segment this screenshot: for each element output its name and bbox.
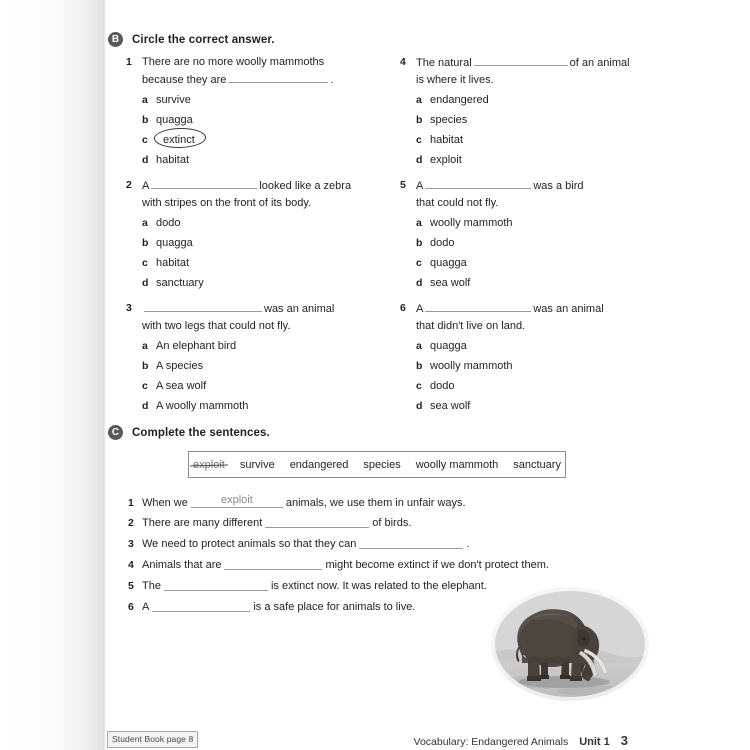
question-4-option-b[interactable] — [416, 112, 660, 132]
sentence-2-after: of birds. — [372, 517, 412, 529]
option-letter: a — [142, 94, 148, 106]
question-2-option-b[interactable] — [142, 235, 376, 255]
option-text: habitat — [156, 154, 190, 166]
question-2 — [126, 177, 376, 295]
option-letter: c — [416, 380, 422, 392]
sentence-4-before: Animals that are — [142, 559, 222, 571]
word-bank-item-exploit[interactable]: exploit — [193, 458, 225, 471]
footer-page-number: 3 — [620, 733, 628, 748]
option-text: species — [430, 114, 468, 126]
option-text: dodo — [430, 380, 455, 392]
question-3 — [126, 300, 376, 418]
sentence-3-after: . — [466, 538, 470, 550]
option-text: sea wolf — [430, 277, 471, 289]
sentence-1-after: animals, we use them in unfair ways. — [285, 497, 466, 509]
option-text: quagga — [430, 340, 467, 352]
question-6-option-b[interactable] — [416, 358, 660, 378]
sentence-5 — [128, 578, 487, 594]
question-3-stem-after: was an animal — [264, 303, 335, 315]
option-letter: d — [416, 154, 423, 166]
question-3-blank[interactable] — [144, 300, 262, 312]
section-b-header — [108, 32, 275, 47]
section-c-header — [108, 425, 270, 440]
question-4-stem-line2: is where it lives. — [416, 73, 494, 86]
word-bank-item-endangered[interactable]: endangered — [289, 458, 349, 471]
question-6-option-c[interactable] — [416, 378, 660, 398]
option-letter: b — [142, 360, 149, 372]
option-letter: a — [416, 340, 422, 352]
student-book-reference-tab: Student Book page 8 — [107, 731, 198, 748]
option-text: dodo — [156, 217, 181, 229]
question-5-blank[interactable] — [425, 177, 531, 189]
question-5-option-a[interactable] — [416, 215, 660, 235]
sentence-3 — [128, 536, 469, 552]
question-6-stem-before: A — [416, 303, 424, 315]
sentence-4-number: 4 — [128, 559, 134, 571]
option-letter: d — [142, 400, 149, 412]
option-text-circled — [156, 132, 202, 149]
sentence-1-before: When we — [142, 497, 188, 509]
option-letter: b — [142, 237, 149, 249]
option-text: A sea wolf — [156, 380, 207, 392]
question-1-stem-line1: There are no more woolly mammoths — [142, 56, 325, 68]
question-2-options — [142, 215, 376, 295]
sentence-5-before: The — [142, 580, 161, 592]
question-2-option-c[interactable] — [142, 255, 376, 275]
question-6-options — [416, 338, 660, 418]
option-letter: a — [142, 217, 148, 229]
question-2-stem-after: looked like a zebra — [259, 180, 352, 192]
question-5-options — [416, 215, 660, 295]
question-3-options — [142, 338, 376, 418]
option-letter: c — [416, 257, 422, 269]
word-bank-item-species[interactable]: species — [363, 458, 401, 471]
word-bank — [188, 451, 566, 478]
option-text: A woolly mammoth — [156, 400, 249, 412]
sentence-3-blank[interactable] — [359, 536, 463, 549]
question-5-stem-line2: that could not fly. — [416, 196, 499, 209]
question-6 — [400, 300, 660, 418]
option-letter: d — [416, 400, 423, 412]
option-letter: b — [416, 114, 423, 126]
sentence-6-after: is a safe place for animals to live. — [253, 601, 416, 613]
sentence-6 — [128, 599, 415, 615]
option-letter: b — [142, 114, 149, 126]
question-2-blank[interactable] — [151, 177, 257, 189]
question-1-number: 1 — [126, 56, 132, 68]
question-5-number: 5 — [400, 179, 406, 191]
option-text: endangered — [430, 94, 489, 106]
question-6-blank[interactable] — [425, 300, 531, 312]
sentence-4-after: might become extinct if we don't protect them. — [325, 559, 549, 571]
option-text: sea wolf — [430, 400, 471, 412]
option-letter: d — [142, 277, 149, 289]
option-letter: b — [416, 237, 423, 249]
question-1-option-a[interactable] — [142, 92, 376, 112]
sentence-6-number: 6 — [128, 601, 134, 613]
option-letter: b — [416, 360, 423, 372]
word-bank-item-woolly-mammoth[interactable]: woolly mammoth — [415, 458, 499, 471]
option-text: habitat — [430, 134, 464, 146]
question-5-stem-before: A — [416, 180, 424, 192]
sentence-5-number: 5 — [128, 580, 134, 592]
question-1-option-d[interactable] — [142, 152, 376, 172]
question-4-stem-after: of an animal — [569, 57, 630, 69]
question-4-option-c[interactable] — [416, 132, 660, 152]
sentence-1-number: 1 — [128, 497, 134, 509]
question-6-option-d[interactable] — [416, 398, 660, 418]
sentence-5-after: is extinct now. It was related to the elephant. — [270, 580, 487, 592]
question-2-number: 2 — [126, 179, 132, 191]
question-1-option-b[interactable] — [142, 112, 376, 132]
question-2-option-a[interactable] — [142, 215, 376, 235]
sentence-4 — [128, 557, 549, 573]
section-c-badge: C — [108, 425, 123, 440]
sentence-2-before: There are many different — [142, 517, 263, 529]
option-letter: c — [142, 380, 148, 392]
option-letter: a — [142, 340, 148, 352]
footer-topic: Vocabulary: Endangered Animals — [413, 736, 569, 748]
option-text: An elephant bird — [156, 340, 237, 352]
question-5-option-d[interactable] — [416, 275, 660, 295]
word-bank-item-sanctuary[interactable]: sanctuary — [513, 458, 561, 471]
option-text: sanctuary — [156, 277, 204, 289]
question-6-stem-after: was an animal — [533, 303, 604, 315]
option-text: exploit — [430, 154, 462, 166]
section-c-title: Complete the sentences. — [132, 426, 270, 439]
option-letter: a — [416, 217, 422, 229]
question-4-option-a[interactable] — [416, 92, 660, 112]
question-4 — [400, 54, 660, 172]
option-text: dodo — [430, 237, 455, 249]
question-5 — [400, 177, 660, 295]
sentence-4-blank[interactable] — [224, 557, 322, 570]
option-text: habitat — [156, 257, 190, 269]
question-5-stem-after: was a bird — [533, 180, 584, 192]
question-4-stem-before: The natural — [416, 57, 472, 69]
sentence-2 — [128, 515, 411, 531]
woolly-mammoth-photo — [486, 583, 654, 705]
word-bank-item-survive[interactable]: survive — [239, 458, 275, 471]
option-letter: d — [142, 154, 149, 166]
sentence-1-answer: exploit — [220, 494, 253, 506]
option-text: woolly mammoth — [430, 360, 513, 372]
question-6-number: 6 — [400, 302, 406, 314]
section-b-title: Circle the correct answer. — [132, 33, 275, 46]
question-6-stem-line2: that didn't live on land. — [416, 319, 526, 332]
page-footer — [414, 733, 628, 748]
question-2-stem-line2: with stripes on the front of its body. — [142, 196, 312, 209]
question-3-number: 3 — [126, 302, 132, 314]
question-3-option-b[interactable] — [142, 358, 376, 378]
sentence-6-before: A — [142, 601, 150, 613]
question-2-option-d[interactable] — [142, 275, 376, 295]
sentence-6-blank[interactable] — [152, 599, 250, 612]
option-text: extinct — [163, 134, 195, 146]
question-1-option-c[interactable] — [142, 132, 376, 152]
question-5-option-c[interactable] — [416, 255, 660, 275]
question-1-stem-line2: because they are — [142, 73, 227, 86]
sentence-2-blank[interactable] — [265, 515, 369, 528]
sentence-1-blank[interactable] — [191, 495, 283, 508]
option-text: woolly mammoth — [430, 217, 513, 229]
question-1-blank[interactable] — [228, 71, 328, 83]
question-4-blank[interactable] — [474, 54, 568, 66]
question-2-stem-before: A — [142, 180, 150, 192]
question-1-options — [142, 92, 376, 172]
question-3-stem-line2: with two legs that could not fly. — [142, 319, 291, 332]
option-text: quagga — [156, 114, 193, 126]
question-4-option-d[interactable] — [416, 152, 660, 172]
sentence-1 — [128, 495, 466, 511]
question-1 — [126, 54, 376, 172]
option-text: quagga — [156, 237, 193, 249]
question-6-option-a[interactable] — [416, 338, 660, 358]
question-4-options — [416, 92, 660, 172]
question-3-option-c[interactable] — [142, 378, 376, 398]
sentence-2-number: 2 — [128, 517, 134, 529]
question-3-option-a[interactable] — [142, 338, 376, 358]
question-5-option-b[interactable] — [416, 235, 660, 255]
section-b-badge: B — [108, 32, 123, 47]
sentence-5-blank[interactable] — [164, 578, 268, 591]
option-text: survive — [156, 94, 191, 106]
footer-unit: Unit 1 — [579, 736, 610, 748]
sentence-3-number: 3 — [128, 538, 134, 550]
sentence-3-before: We need to protect animals so that they can — [142, 538, 357, 550]
option-text: A species — [156, 360, 204, 372]
question-3-option-d[interactable] — [142, 398, 376, 418]
option-letter: c — [416, 134, 422, 146]
question-4-number: 4 — [400, 56, 406, 68]
option-letter: c — [142, 134, 148, 146]
option-letter: d — [416, 277, 423, 289]
option-text: quagga — [430, 257, 467, 269]
option-letter: c — [142, 257, 148, 269]
question-1-stem-end: . — [330, 73, 334, 86]
option-letter: a — [416, 94, 422, 106]
